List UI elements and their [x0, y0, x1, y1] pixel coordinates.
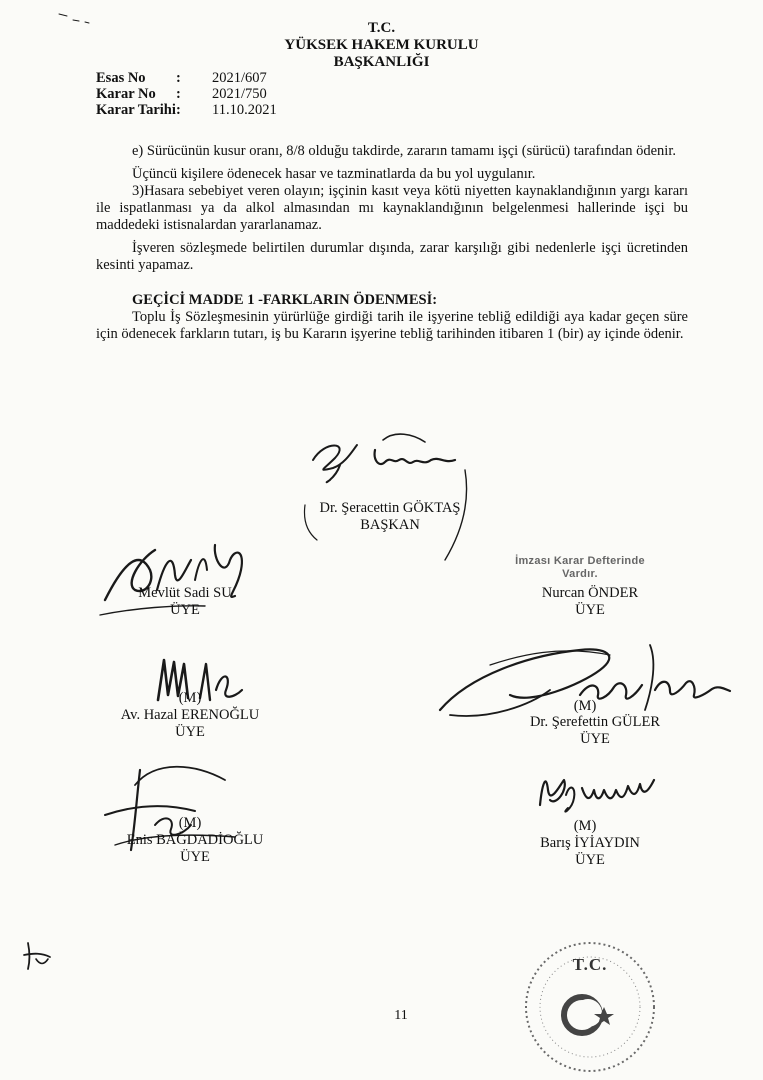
member3-role: ÜYE [175, 724, 205, 740]
official-seal [520, 935, 660, 1075]
paragraph: Toplu İş Sözleşmesinin yürürlüğe girdiği tarih ile işyerine tebliğ edildiği aya kadar geçen süre için ödenecek farkların tutarı, iş bu Kararın işyerine tebliğ tarihinden itibaren 1 (bir) ay içinde ödenir. [96, 309, 688, 342]
member1-name: Mevlüt Sadi SU [138, 585, 232, 601]
meta-value: 2021/607 [212, 70, 267, 86]
meta-label: Karar Tarihi [96, 102, 176, 118]
member4-mark: (M) [573, 698, 597, 714]
president-role: BAŞKAN [360, 517, 420, 533]
signature-m6 [530, 760, 670, 820]
meta-row-tarih [96, 102, 277, 118]
document-body [96, 143, 688, 343]
seal-text: T.C. [572, 955, 608, 974]
member4-role: ÜYE [580, 731, 610, 747]
meta-sep: : [176, 102, 181, 118]
meta-value: 11.10.2021 [212, 102, 277, 118]
paragraph: Üçüncü kişilere ödenecek hasar ve tazminatlarda da bu yol uygulanır. [132, 166, 536, 182]
member1-role: ÜYE [170, 602, 200, 618]
section-heading: GEÇİCİ MADDE 1 -FARKLARIN ÖDENMESİ: [132, 292, 438, 308]
meta-row-esas [96, 70, 277, 86]
member5-mark: (M) [178, 815, 202, 831]
signature-president [295, 420, 495, 570]
header-institution: YÜKSEK HAKEM KURULU [284, 37, 479, 53]
member3-name: Av. Hazal ERENOĞLU [120, 707, 260, 723]
paragraph: İşveren sözleşmede belirtilen durumlar dışında, zarar karşılığı gibi nedenlerle işçi ücretinden kesinti yapamaz. [96, 240, 688, 273]
member5-name: Enis BAĞDADİOĞLU [126, 832, 264, 848]
member2-name: Nurcan ÖNDER [541, 585, 639, 601]
member4-name: Dr. Şerefettin GÜLER [529, 714, 661, 730]
header-tc: T.C. [367, 20, 396, 36]
member3-mark: (M) [178, 690, 202, 706]
case-meta [96, 70, 277, 118]
meta-row-karar [96, 86, 277, 102]
margin-initial [20, 935, 60, 975]
signature-note-stamp: İmzası Karar Defterinde Vardır. [515, 555, 645, 580]
member2-role: ÜYE [575, 602, 605, 618]
page-number: 11 [394, 1008, 408, 1023]
meta-label: Karar No [96, 86, 156, 102]
member6-role: ÜYE [575, 852, 605, 868]
member6-mark: (M) [573, 818, 597, 834]
meta-sep: : [176, 70, 181, 86]
meta-value: 2021/750 [212, 86, 267, 102]
paragraph: 3)Hasara sebebiyet veren olayın; işçinin kasıt veya kötü niyetten kaynaklandığının yargı kararı ile ispatlanması ya da alkol almasından mı kaynaklandığının belgelenmesi hallerinde işçi bu maddedeki istisnalardan yararlanamaz. [96, 183, 688, 233]
meta-label: Esas No [96, 70, 146, 86]
header-presidency: BAŞKANLIĞI [333, 54, 430, 70]
member6-name: Barış İYİAYDIN [540, 835, 640, 851]
president-name: Dr. Şeracettin GÖKTAŞ [319, 500, 461, 516]
member5-role: ÜYE [180, 849, 210, 865]
paragraph: e) Sürücünün kusur oranı, 8/8 olduğu takdirde, zararın tamamı işçi (sürücü) tarafından ödenir. [132, 143, 676, 159]
meta-sep: : [176, 86, 181, 102]
